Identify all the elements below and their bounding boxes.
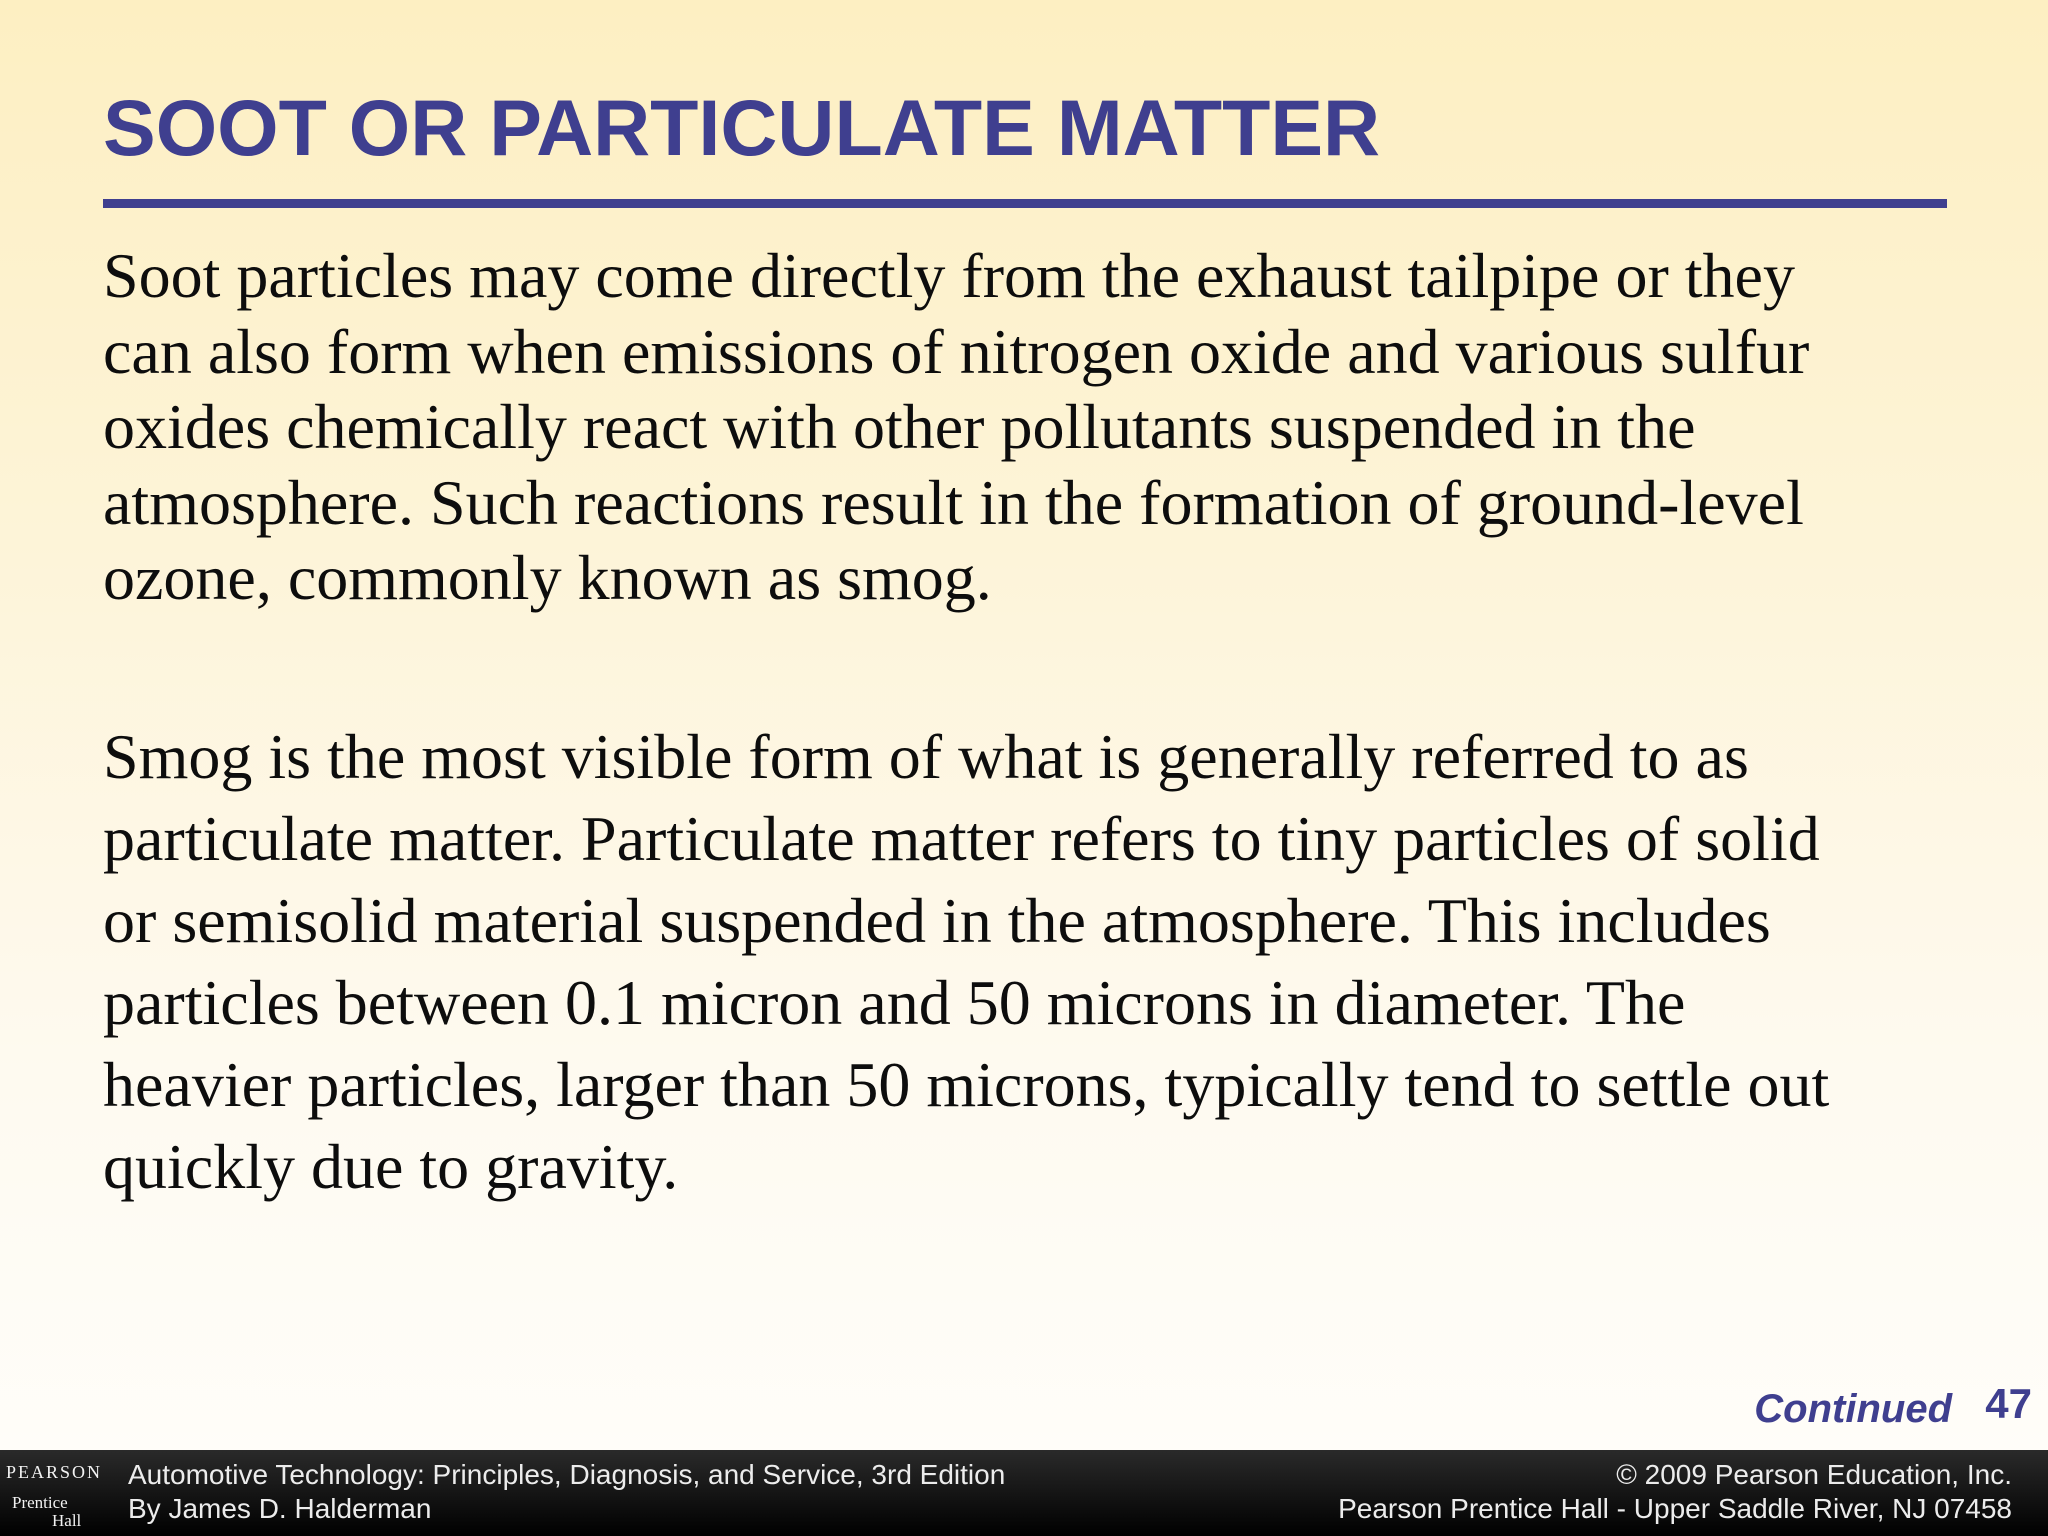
paragraph-line: Smog is the most visible form of what is generally referred to as bbox=[103, 721, 1749, 792]
paragraph-line: Soot particles may come directly from the exhaust tailpipe or they bbox=[103, 240, 1795, 311]
paragraph-line: ozone, commonly known as smog. bbox=[103, 542, 992, 613]
paragraph-soot-particles bbox=[103, 238, 1809, 616]
logo-prentice-text: Prentice bbox=[12, 1493, 68, 1512]
paragraph-line: particles between 0.1 micron and 50 microns in diameter. The bbox=[103, 967, 1686, 1038]
page-number: 47 bbox=[1985, 1380, 2032, 1427]
paragraph-line: particulate matter. Particulate matter refers to tiny particles of solid bbox=[103, 803, 1820, 874]
paragraph-line: oxides chemically react with other pollutants suspended in the bbox=[103, 391, 1696, 462]
footer-author: By James D. Halderman bbox=[128, 1493, 432, 1524]
footer-bar bbox=[0, 1450, 2048, 1536]
footer-publisher: Pearson Prentice Hall - Upper Saddle River, NJ 07458 bbox=[1338, 1493, 2012, 1524]
footer-copyright: © 2009 Pearson Education, Inc. bbox=[1616, 1459, 2012, 1490]
paragraph-line: quickly due to gravity. bbox=[103, 1131, 679, 1202]
pearson-prentice-hall-logo bbox=[0, 1450, 102, 1536]
continued-label: Continued bbox=[1754, 1387, 1952, 1431]
footer-book-title: Automotive Technology: Principles, Diagnosis, and Service, 3rd Edition bbox=[128, 1459, 1006, 1490]
title-underline bbox=[103, 199, 1947, 208]
logo-pearson-text: PEARSON bbox=[6, 1462, 103, 1482]
paragraph-line: heavier particles, larger than 50 microns, typically tend to settle out bbox=[103, 1049, 1830, 1120]
paragraph-line: can also form when emissions of nitrogen oxide and various sulfur bbox=[103, 315, 1810, 387]
paragraph-line: atmosphere. Such reactions result in the formation of ground-level bbox=[103, 466, 1804, 538]
logo-hall-text: Hall bbox=[52, 1511, 82, 1530]
paragraph-line: or semisolid material suspended in the atmosphere. This includes bbox=[103, 885, 1771, 956]
paragraph-smog bbox=[103, 716, 1829, 1208]
slide-title: SOOT OR PARTICULATE MATTER bbox=[103, 83, 1381, 172]
